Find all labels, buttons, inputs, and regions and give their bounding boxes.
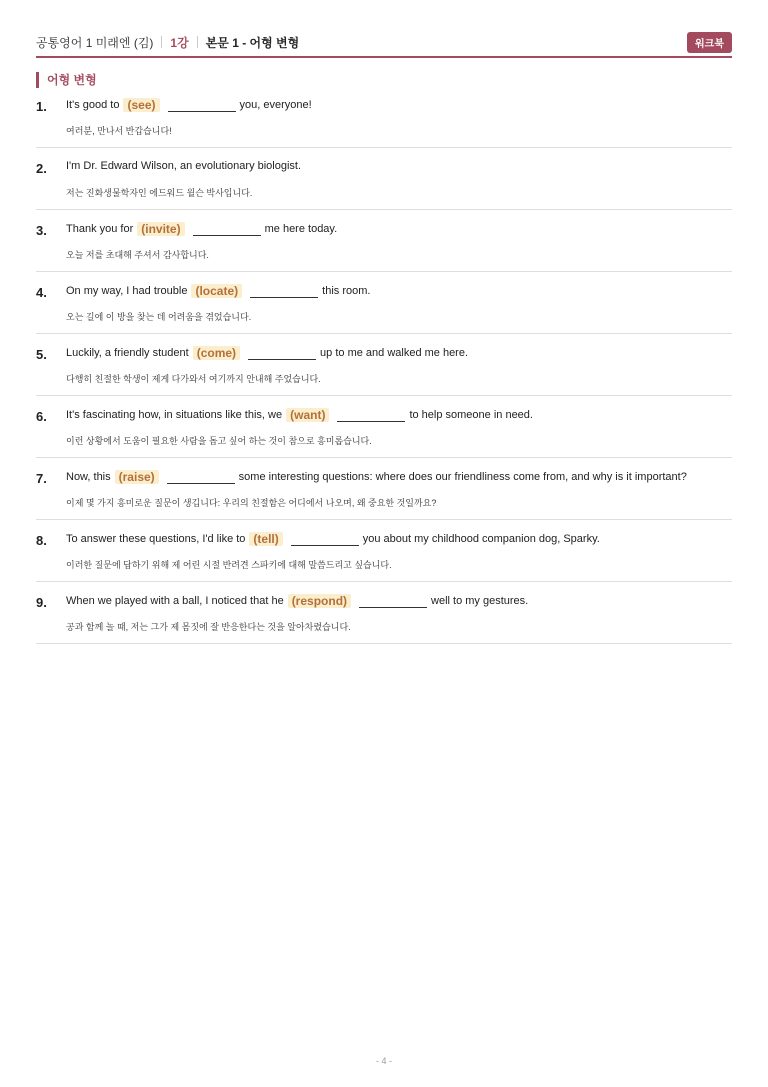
sentence-before: Luckily, a friendly student xyxy=(66,347,189,359)
sentence-after: you, everyone! xyxy=(239,99,312,111)
answer-blank[interactable] xyxy=(193,222,261,236)
english-sentence xyxy=(66,284,370,298)
verb-hint: (respond) xyxy=(288,594,351,608)
sentence-before: I'm Dr. Edward Wilson, an evolutionary biologist. xyxy=(66,160,302,172)
sentence-after: to help someone in need. xyxy=(409,409,533,421)
english-sentence xyxy=(66,160,301,172)
page-number: - 4 - xyxy=(375,1056,392,1066)
verb-hint: (tell) xyxy=(249,532,282,546)
korean-translation: 이러한 질문에 답하기 위해 제 어린 시절 반려견 스파키에 대해 말씀드리고 싶습니다. xyxy=(66,560,392,570)
exercise-item xyxy=(36,582,732,644)
exercise-item xyxy=(36,272,732,334)
english-sentence xyxy=(66,470,687,484)
item-number: 6. xyxy=(36,409,47,424)
korean-translation: 이제 몇 가지 흥미로운 질문이 생깁니다: 우리의 친절함은 어디에서 나오며, 왜 중요한 것일까요? xyxy=(66,498,437,508)
header-divider xyxy=(161,36,162,48)
korean-translation: 저는 진화생물학자인 에드워드 윌슨 박사입니다. xyxy=(66,188,253,198)
answer-blank[interactable] xyxy=(248,346,316,360)
sentence-before: To answer these questions, I'd like to xyxy=(66,533,246,545)
section-title: 어형 변형 xyxy=(36,72,97,88)
exercise-item xyxy=(36,458,732,520)
sentence-after: some interesting questions: where does our friendliness come from, and why is it important? xyxy=(238,471,687,483)
korean-translation: 오늘 저를 초대해 주셔서 감사합니다. xyxy=(66,250,209,260)
sentence-before: It's good to xyxy=(66,99,120,111)
sentence-after: you about my childhood companion dog, Sparky. xyxy=(362,533,600,545)
sentence-before: Thank you for xyxy=(66,223,134,235)
english-sentence xyxy=(66,532,600,546)
verb-hint: (locate) xyxy=(191,284,242,298)
item-number: 3. xyxy=(36,223,47,238)
korean-translation: 여러분, 만나서 반갑습니다! xyxy=(66,126,172,136)
exercise-item xyxy=(36,210,732,272)
korean-translation: 다행히 친절한 학생이 제게 다가와서 여기까지 안내해 주었습니다. xyxy=(66,374,321,384)
item-number: 1. xyxy=(36,99,47,114)
page-title: 본문 1 - 어형 변형 xyxy=(205,35,300,50)
korean-translation: 오는 길에 이 방을 찾는 데 어려움을 겪었습니다. xyxy=(66,312,252,322)
sentence-before: Now, this xyxy=(66,471,111,483)
korean-translation: 공과 함께 놀 때, 저는 그가 제 몸짓에 잘 반응한다는 것을 알아차렸습니다. xyxy=(66,622,351,632)
exercise-list xyxy=(36,86,732,644)
english-sentence xyxy=(66,98,312,112)
english-sentence xyxy=(66,346,468,360)
korean-translation: 이런 상황에서 도움이 필요한 사람을 돕고 싶어 하는 것이 참으로 흥미롭습니다. xyxy=(66,436,372,446)
sentence-before: It's fascinating how, in situations like this, we xyxy=(66,409,283,421)
book-title: 공통영어 1 미래엔 (김) xyxy=(36,35,154,50)
answer-blank[interactable] xyxy=(168,98,236,112)
item-number: 2. xyxy=(36,161,47,176)
answer-blank[interactable] xyxy=(359,594,427,608)
item-number: 4. xyxy=(36,285,47,300)
exercise-item xyxy=(36,396,732,458)
sentence-before: On my way, I had trouble xyxy=(66,285,188,297)
answer-blank[interactable] xyxy=(337,408,405,422)
sentence-after: up to me and walked me here. xyxy=(320,347,469,359)
exercise-item xyxy=(36,86,732,148)
page-header xyxy=(36,28,732,58)
lesson-label: 1강 xyxy=(170,35,189,50)
english-sentence xyxy=(66,594,528,608)
exercise-item xyxy=(36,334,732,396)
workbook-badge: 워크북 xyxy=(687,32,732,53)
answer-blank[interactable] xyxy=(250,284,318,298)
verb-hint: (see) xyxy=(123,98,159,112)
item-number: 7. xyxy=(36,471,47,486)
item-number: 5. xyxy=(36,347,47,362)
item-number: 8. xyxy=(36,533,47,548)
verb-hint: (invite) xyxy=(137,222,184,236)
verb-hint: (come) xyxy=(193,346,240,360)
exercise-item xyxy=(36,148,732,210)
sentence-after: me here today. xyxy=(264,223,338,235)
sentence-after: this room. xyxy=(322,285,371,297)
verb-hint: (raise) xyxy=(115,470,159,484)
sentence-before: When we played with a ball, I noticed that he xyxy=(66,595,284,607)
verb-hint: (want) xyxy=(286,408,329,422)
answer-blank[interactable] xyxy=(291,532,359,546)
exercise-item xyxy=(36,520,732,582)
english-sentence xyxy=(66,408,533,422)
answer-blank[interactable] xyxy=(167,470,235,484)
english-sentence xyxy=(66,222,337,236)
header-divider xyxy=(197,36,198,48)
item-number: 9. xyxy=(36,595,47,610)
sentence-after: well to my gestures. xyxy=(431,595,529,607)
